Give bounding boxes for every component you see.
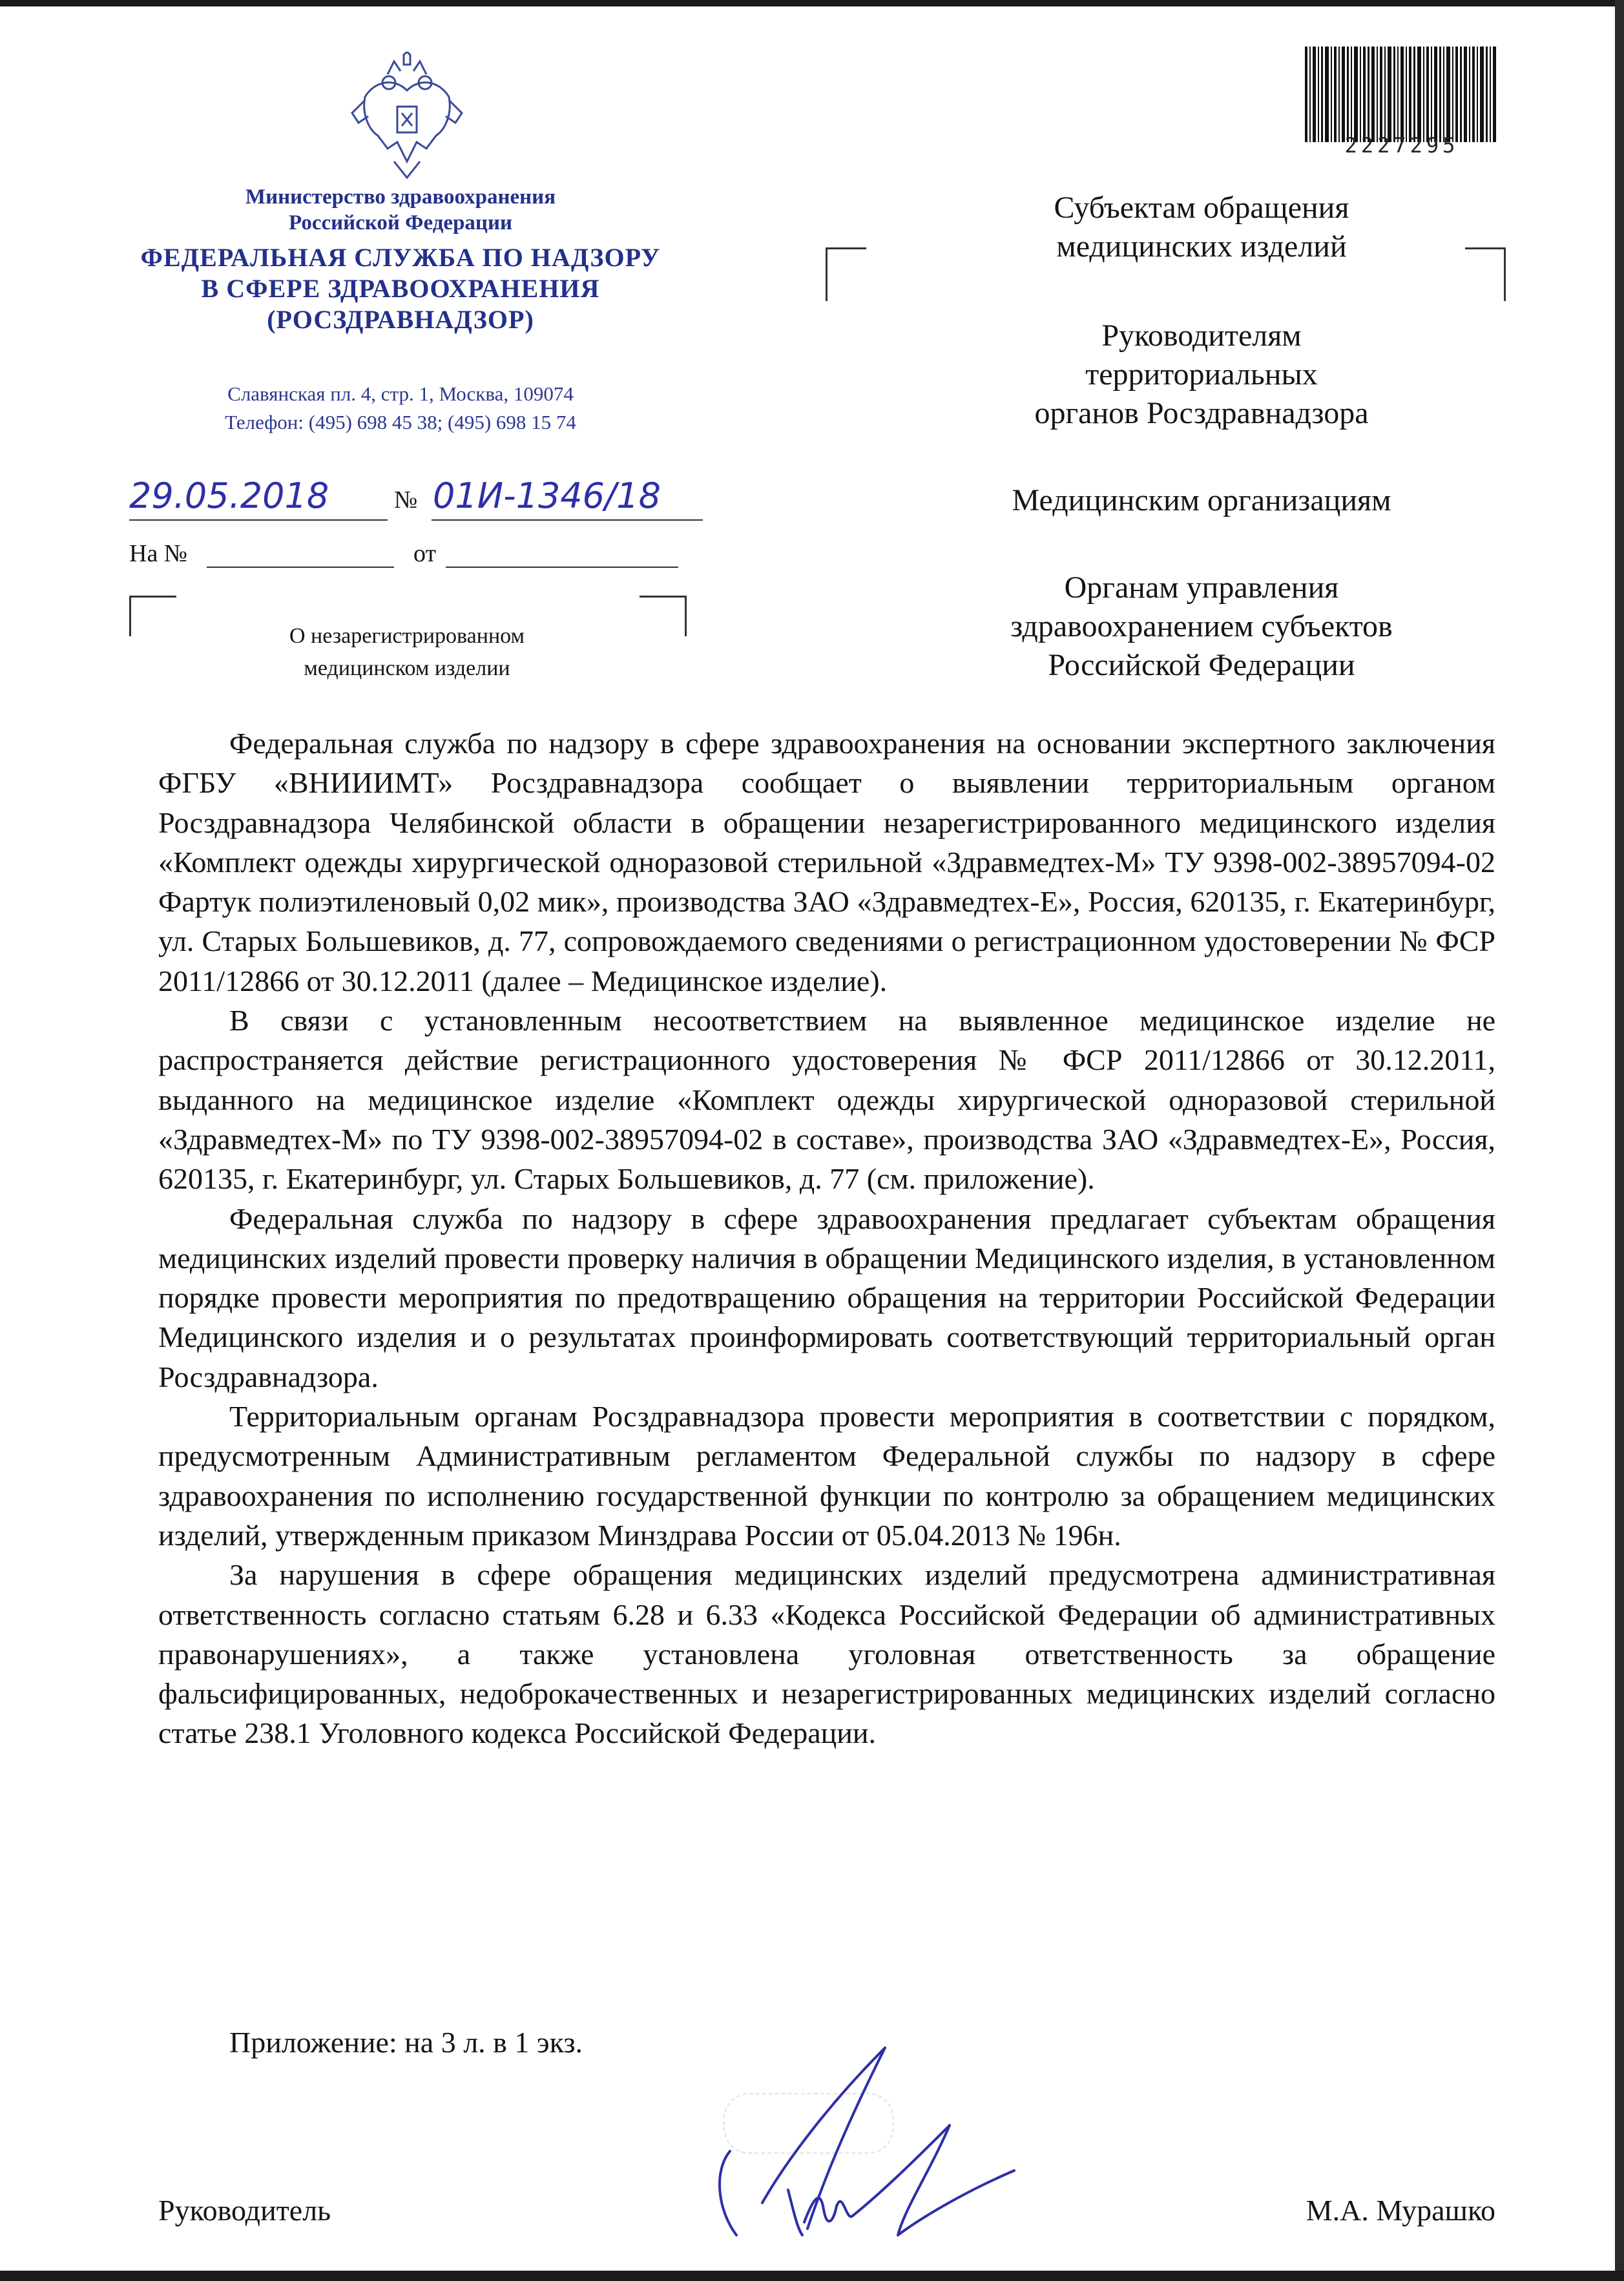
addressee-bracket-left bbox=[826, 247, 866, 301]
addressee-line: медицинских изделий bbox=[1056, 229, 1347, 264]
subject-line-1: О незарегистрированном bbox=[289, 624, 525, 648]
service-line-3: (РОСЗДРАВНАДЗОР) bbox=[267, 305, 534, 334]
service-address bbox=[129, 380, 672, 437]
addressee-line: территориальных bbox=[1085, 357, 1318, 391]
service-line-1: ФЕДЕРАЛЬНАЯ СЛУЖБА ПО НАДЗОРУ bbox=[140, 243, 661, 272]
phone-line: Телефон: (495) 698 45 38; (495) 698 15 74 bbox=[225, 411, 576, 433]
service-name bbox=[97, 242, 704, 335]
addressee-line: Руководителям bbox=[1101, 318, 1302, 353]
attachment-note: Приложение: на 3 л. в 1 экз. bbox=[229, 2026, 583, 2059]
letter-body bbox=[158, 724, 1495, 1753]
address-line: Славянская пл. 4, стр. 1, Москва, 109074 bbox=[227, 382, 574, 405]
date-underline bbox=[129, 519, 388, 521]
body-paragraph: Федеральная служба по надзору в сфере здравоохранения предлагает субъектам обращения медицинских изделий провести проверку наличия в обращении Медицинского изделия, в установленном порядке провести мероприятия по предотвращению обращения на территории Российской Федерации Медицинского изделия и о результатах проинформировать соответствующий территориальный орган Росздравнадзора. bbox=[158, 1202, 1495, 1393]
handwritten-date: 29.05.2018 bbox=[129, 475, 329, 516]
scan-edge-bottom bbox=[0, 2271, 1624, 2281]
ministry-line-2: Российской Федерации bbox=[289, 211, 512, 234]
service-line-2: В СФЕРЕ ЗДРАВООХРАНЕНИЯ bbox=[201, 274, 600, 303]
handwritten-signature bbox=[691, 2041, 1027, 2255]
reference-label: На № bbox=[129, 540, 188, 567]
addressee-line: Медицинским организациям bbox=[1012, 483, 1391, 517]
body-paragraph: Федеральная служба по надзору в сфере здравоохранения на основании экспертного заключения ФГБУ «ВНИИИМТ» Росздравнадзора сообщает о выявлении территориальным органом Росздравнадзора Челябинской области в обращении незарегистрированного медицинского изделия «Комплект одежды хирургической одноразовой стерильной «Здравмедтех-М» ТУ 9398-002-38957094-02 Фартук полиэтиленовый 0,02 мик», производства ЗАО «Здравмедтех-Е», Россия, 620135, г. Екатеринбург, ул. Старых Большевиков, д. 77, сопровождаемого сведениями о регистрационном удостоверении № ФСР 2011/12866 от 30.12.2011 (далее – Медицинское изделие). bbox=[158, 727, 1495, 997]
addressee-line: Органам управления bbox=[1064, 570, 1339, 605]
reference-blank bbox=[207, 567, 394, 568]
body-paragraph: В связи с установленным несоответствием на выявленное медицинское изделие не распространяется действие регистрационного удостоверения № ФСР 2011/12866 от 30.12.2011, выданного на медицинское изделие «Комплект одежды хирургической одноразовой стерильной «Здравмедтех-М» по ТУ 9398-002-38957094-02 в составе», производства ЗАО «Здравмедтех-Е», Россия, 620135, г. Екатеринбург, ул. Старых Большевиков, д. 77 (см. приложение). bbox=[158, 1004, 1495, 1196]
body-paragraph: За нарушения в сфере обращения медицинских изделий предусмотрена административная ответственность согласно статьям 6.28 и 6.33 «Кодекса Российской Федерации об административных правонарушениях», а также установлена уголовная ответственность за обращение фальсифицированных, недоброкачественных и незарегистрированных медицинских изделий согласно статье 238.1 Уголовного кодекса Российской Федерации. bbox=[158, 1558, 1495, 1750]
addressee-subjects bbox=[879, 189, 1525, 266]
addressee-line: органов Росздравнадзора bbox=[1034, 396, 1369, 430]
registration-line bbox=[129, 472, 724, 523]
subject-bracket-right bbox=[640, 596, 687, 636]
subject-line-2: медицинском изделии bbox=[304, 656, 510, 680]
reference-from-label: от bbox=[413, 540, 437, 567]
addressee-territorial-heads bbox=[879, 317, 1525, 433]
signatory-title: Руководитель bbox=[158, 2194, 331, 2227]
barcode-number: 2227295 bbox=[1344, 133, 1459, 158]
scan-edge-top bbox=[0, 0, 1624, 6]
double-headed-eagle-icon bbox=[349, 52, 465, 181]
reference-line bbox=[129, 539, 724, 572]
ministry-line-1: Министерство здравоохранения bbox=[245, 185, 556, 209]
handwritten-number: 01И-1346/18 bbox=[433, 475, 661, 516]
body-paragraph: Территориальным органам Росздравнадзора провести мероприятия в соответствии с порядком, предусмотренным Административным регламентом Федеральной службы по надзору в сфере здравоохранения по исполнению государственной функции по контролю за обращением медицинских изделий, утвержденным приказом Минздрава России от 05.04.2013 № 196н. bbox=[158, 1400, 1495, 1552]
subject-note bbox=[194, 620, 620, 685]
addressee-line: здравоохранением субъектов bbox=[1010, 609, 1393, 643]
addressee-medical-orgs bbox=[879, 481, 1525, 520]
addressee-health-authorities bbox=[879, 568, 1525, 685]
addressee-line: Российской Федерации bbox=[1048, 648, 1355, 682]
ministry-name bbox=[129, 184, 672, 236]
number-sign: № bbox=[394, 486, 418, 514]
number-underline bbox=[432, 519, 703, 521]
scan-edge-right bbox=[1615, 0, 1624, 2281]
subject-bracket-left bbox=[129, 596, 176, 636]
addressee-line: Субъектам обращения bbox=[1054, 191, 1349, 225]
reference-date-blank bbox=[446, 567, 678, 568]
barcode bbox=[1305, 47, 1499, 142]
signatory-name: М.А. Мурашко bbox=[1306, 2194, 1495, 2227]
